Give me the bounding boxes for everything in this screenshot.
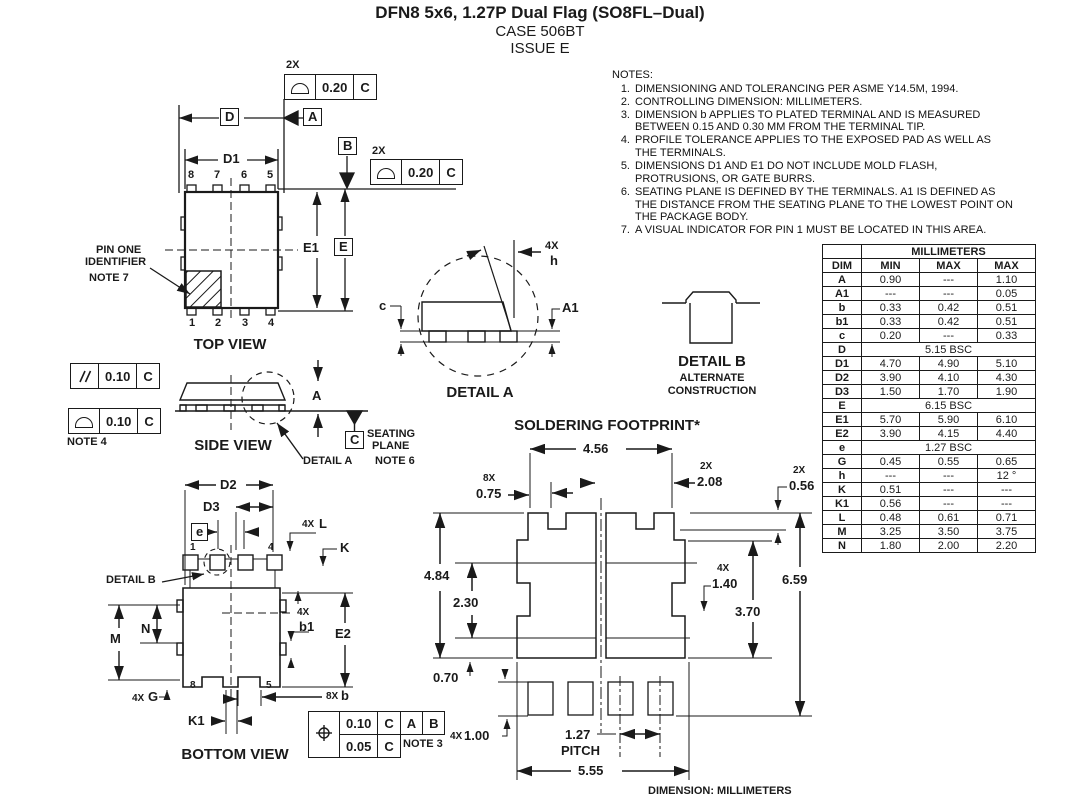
seating-plane-text: PLANE xyxy=(372,440,410,452)
dim-box-d: D xyxy=(220,108,239,126)
table-row: A 0.90 --- 1.10 xyxy=(823,273,1036,287)
dimension-table xyxy=(822,244,1036,553)
table-row: K1 0.56 --- --- xyxy=(823,497,1036,511)
qty-4x-label: 4X xyxy=(717,563,730,574)
table-row: A1 --- --- 0.05 xyxy=(823,287,1036,301)
pin-one-indicator-hatch xyxy=(186,271,221,307)
qty-4x-label: 4X xyxy=(132,693,145,704)
note6-ref: NOTE 6 xyxy=(375,455,415,467)
dim-label-b1: b1 xyxy=(299,619,315,634)
note4-ref: NOTE 4 xyxy=(67,436,107,448)
qty-4x-label: 4X xyxy=(302,519,315,530)
dim-label-a: A xyxy=(312,388,322,403)
pin-number: 4 xyxy=(268,542,274,553)
page-title: DFN8 5x6, 1.27P Dual Flag (SO8FL–Dual) xyxy=(375,3,705,22)
datum-box-c: C xyxy=(345,431,364,449)
dim-label-d1: D1 xyxy=(223,151,240,166)
fp-dim-1-00: 1.00 xyxy=(464,728,490,743)
pin-number: 6 xyxy=(241,169,248,181)
table-row: E 6.15 BSC xyxy=(823,399,1036,413)
position-icon xyxy=(309,712,340,758)
fp-dim-1-27: 1.27 xyxy=(565,727,591,742)
table-row: D1 4.70 4.90 5.10 xyxy=(823,357,1036,371)
datum-c-triangle xyxy=(347,411,362,424)
tolerance-value: 0.10 xyxy=(99,409,137,433)
pin-one-identifier-text: IDENTIFIER xyxy=(85,256,147,268)
fp-dim-1-40: 1.40 xyxy=(712,576,738,591)
pin-number: 4 xyxy=(268,317,275,329)
alternate-text: ALTERNATE xyxy=(679,372,745,384)
view-caption-side: SIDE VIEW xyxy=(194,437,272,454)
qty-2x-label: 2X xyxy=(372,145,386,157)
dim-label-e1: E1 xyxy=(303,240,319,255)
table-row: b 0.33 0.42 0.51 xyxy=(823,301,1036,315)
dim-label-h: h xyxy=(550,253,558,268)
datum-b-triangle xyxy=(340,173,354,188)
view-caption-top: TOP VIEW xyxy=(193,336,267,353)
detail-b-ref-label: DETAIL B xyxy=(106,574,156,586)
table-row: E1 5.70 5.90 6.10 xyxy=(823,413,1036,427)
parallelism-tolerance-frame xyxy=(70,363,160,389)
fp-dim-4-56: 4.56 xyxy=(583,441,609,456)
qty-4x-label: 4X xyxy=(297,607,310,618)
note-item: 5. DIMENSIONS D1 AND E1 DO NOT INCLUDE MOLD FLASH, PROTRUSIONS, OR GATE BURRS. xyxy=(620,160,938,185)
dim-label-d3: D3 xyxy=(203,499,220,514)
dim-label-a1: A1 xyxy=(562,300,579,315)
tolerance-value: 0.05 xyxy=(340,735,378,758)
position-tolerance-frame xyxy=(308,711,445,758)
datum-ref-a: A xyxy=(400,712,422,735)
seating-plane-text: SEATING xyxy=(367,428,416,440)
dim-label-c-small: c xyxy=(379,298,387,313)
profile-tolerance-frame-right xyxy=(370,159,463,185)
datum-ref-b: B xyxy=(423,712,445,735)
dim-label-n: N xyxy=(141,621,151,636)
pin-number: 5 xyxy=(267,169,274,181)
note-item: 4. PROFILE TOLERANCE APPLIES TO THE EXPOSED PAD AS WELL AS THE TERMINALS. xyxy=(620,134,992,160)
note-item: 3. DIMENSION b APPLIES TO PLATED TERMINAL AND IS MEASURED BETWEEN 0.15 AND 0.30 MM FROM THE TERMINAL TIP. xyxy=(620,108,981,134)
fp-dim-2-30: 2.30 xyxy=(453,595,479,610)
dim-label-b-small: b xyxy=(341,688,349,703)
detail-a-caption: DETAIL A xyxy=(446,384,514,401)
note-item: 6. SEATING PLANE IS DEFINED BY THE TERMINALS. A1 IS DEFINED AS THE DISTANCE FROM THE SEATING PLANE TO THE LOWEST POINT ON THE PACKAGE BODY. xyxy=(620,185,1013,224)
profile-surface-icon xyxy=(285,75,315,99)
qty-2x-label: 2X xyxy=(286,59,300,71)
detail-b-leader xyxy=(160,570,220,590)
qty-2x-label: 2X xyxy=(793,465,806,476)
fp-pitch-label: PITCH xyxy=(561,743,600,758)
fp-dim-2-08: 2.08 xyxy=(697,474,723,489)
view-caption-bottom: BOTTOM VIEW xyxy=(181,746,289,763)
pin-number: 8 xyxy=(188,169,195,181)
bottom-view-geometry xyxy=(108,485,353,734)
issue-revision: ISSUE E xyxy=(510,40,570,57)
profile-tolerance-frame-top xyxy=(284,74,377,100)
dim-label-k1: K1 xyxy=(188,713,205,728)
datum-a-triangle xyxy=(284,111,298,125)
dim-box-e: E xyxy=(334,238,353,256)
dim-box-e-small: e xyxy=(191,523,208,541)
detail-a-ref-label: DETAIL A xyxy=(303,455,353,467)
parallelism-icon xyxy=(71,364,98,388)
pin-number: 1 xyxy=(190,542,196,553)
tolerance-value: 0.10 xyxy=(340,712,378,735)
note-item: 1. DIMENSIONING AND TOLERANCING PER ASME Y14.5M, 1994. xyxy=(620,82,959,95)
table-row: c 0.20 --- 0.33 xyxy=(823,329,1036,343)
dim-label-d2: D2 xyxy=(220,477,237,492)
qty-8x-label: 8X xyxy=(483,473,496,484)
note-item: 7. A VISUAL INDICATOR FOR PIN 1 MUST BE LOCATED IN THIS AREA. xyxy=(620,224,987,237)
pin-one-identifier-text: PIN ONE xyxy=(96,244,142,256)
pin-number: 3 xyxy=(242,317,249,329)
unit-header: MILLIMETERS xyxy=(862,245,1036,259)
fp-dim-0-56: 0.56 xyxy=(789,478,815,493)
table-row: D2 3.90 4.10 4.30 xyxy=(823,371,1036,385)
fp-dim-5-55: 5.55 xyxy=(578,763,604,778)
datum-box-a: A xyxy=(303,108,322,126)
datum-box-b: B xyxy=(338,137,357,155)
footprint-title: SOLDERING FOOTPRINT* xyxy=(514,417,700,434)
note-item: 2. CONTROLLING DIMENSION: MILLIMETERS. xyxy=(620,95,863,108)
col-header-nom: MAX xyxy=(920,259,978,273)
tolerance-value: 0.20 xyxy=(315,75,353,99)
pin-number: 1 xyxy=(189,317,196,329)
note7-ref: NOTE 7 xyxy=(89,272,129,284)
qty-2x-label: 2X xyxy=(700,461,713,472)
dim-label-e2: E2 xyxy=(335,626,351,641)
dim-label-k: K xyxy=(340,540,350,555)
table-row: G 0.45 0.55 0.65 xyxy=(823,455,1036,469)
profile-tolerance-frame-side xyxy=(68,408,161,434)
tolerance-value: 0.20 xyxy=(401,160,439,184)
table-row: e 1.27 BSC xyxy=(823,441,1036,455)
fp-dim-6-59: 6.59 xyxy=(782,572,808,587)
case-number: CASE 506BT xyxy=(495,23,585,40)
construction-text: CONSTRUCTION xyxy=(667,385,757,397)
table-row: M 3.25 3.50 3.75 xyxy=(823,525,1036,539)
table-row: h --- --- 12 ° xyxy=(823,469,1036,483)
table-row: b1 0.33 0.42 0.51 xyxy=(823,315,1036,329)
datum-ref-c: C xyxy=(378,735,400,758)
datum-ref-c: C xyxy=(378,712,400,735)
qty-4x-label: 4X xyxy=(545,240,559,252)
col-header-min: MIN xyxy=(862,259,920,273)
datum-ref-c: C xyxy=(439,160,461,184)
datum-ref-c: C xyxy=(137,409,159,433)
col-header-max: MAX xyxy=(978,259,1036,273)
col-header-dim: DIM xyxy=(823,259,862,273)
table-row: D3 1.50 1.70 1.90 xyxy=(823,385,1036,399)
profile-surface-icon xyxy=(69,409,99,433)
pin-number: 5 xyxy=(266,680,272,691)
qty-4x-label: 4X xyxy=(450,731,463,742)
dimension-unit-note: DIMENSION: MILLIMETERS xyxy=(648,785,792,797)
datum-ref-c: C xyxy=(353,75,375,99)
note3-ref: NOTE 3 xyxy=(403,738,443,750)
dim-label-l: L xyxy=(319,516,327,531)
dim-label-g: G xyxy=(148,689,159,704)
table-row: D 5.15 BSC xyxy=(823,343,1036,357)
fp-dim-4-84: 4.84 xyxy=(424,568,450,583)
dim-label-m: M xyxy=(110,631,121,646)
detail-a-geometry xyxy=(390,240,560,376)
pin-number: 7 xyxy=(214,169,221,181)
fp-dim-3-70: 3.70 xyxy=(735,604,761,619)
table-row: L 0.48 0.61 0.71 xyxy=(823,511,1036,525)
fp-dim-0-70: 0.70 xyxy=(433,670,459,685)
datum-ref-c: C xyxy=(136,364,158,388)
table-row: N 1.80 2.00 2.20 xyxy=(823,539,1036,553)
profile-surface-icon xyxy=(371,160,401,184)
fp-dim-0-75: 0.75 xyxy=(476,486,502,501)
pin-number: 2 xyxy=(215,317,222,329)
notes-block xyxy=(612,69,1014,237)
tolerance-value: 0.10 xyxy=(98,364,136,388)
pin-number: 8 xyxy=(190,680,196,691)
detail-b-caption: DETAIL B xyxy=(678,353,746,370)
top-view-geometry xyxy=(150,99,456,322)
table-row: K 0.51 --- --- xyxy=(823,483,1036,497)
table-row: E2 3.90 4.15 4.40 xyxy=(823,427,1036,441)
detail-b-geometry xyxy=(662,292,760,343)
notes-heading: NOTES: xyxy=(612,69,653,81)
qty-8x-label: 8X xyxy=(326,691,339,702)
